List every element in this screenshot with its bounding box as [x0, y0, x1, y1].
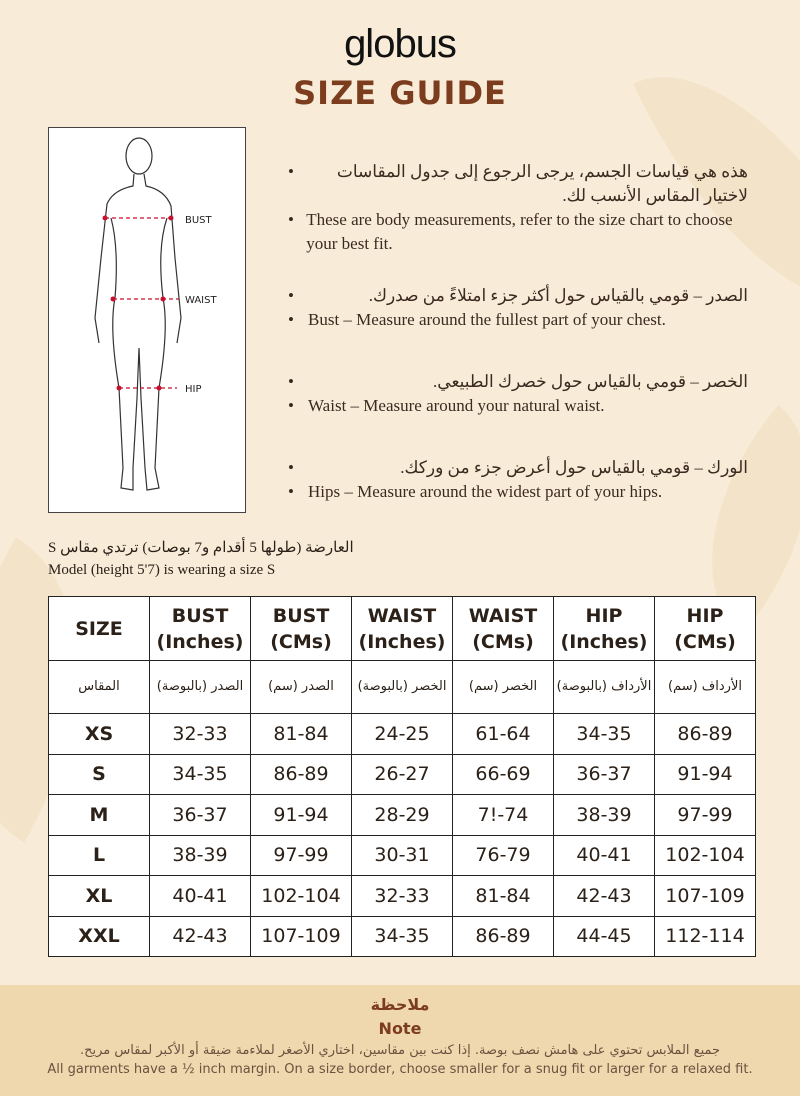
- measurement-cell: 102-104: [655, 835, 756, 876]
- instruction-en: These are body measurements, refer to the size chart to choose your best fit.: [306, 210, 733, 253]
- column-header-ar: الخصر (سم): [453, 661, 554, 714]
- measurement-cell: 34-35: [554, 714, 655, 755]
- bust-instruction-ar: الصدر – قومي بالقياس حول أكثر جزء امتلاءً من صدرك.: [368, 286, 748, 305]
- column-header-ar: الصدر (بالبوصة): [150, 661, 251, 714]
- column-header-ar: الأرداف (سم): [655, 661, 756, 714]
- size-chart-table: [48, 596, 756, 957]
- column-header-ar: المقاس: [49, 661, 150, 714]
- note-title-ar: ملاحظة: [370, 995, 430, 1014]
- bullet-icon: •: [288, 162, 294, 181]
- measurement-cell: 26-27: [352, 754, 453, 795]
- header-unit: (Inches): [560, 630, 648, 653]
- size-cell: XS: [49, 714, 150, 755]
- header-measure: BUST: [171, 604, 229, 627]
- measurement-cell: 7!-74: [453, 795, 554, 836]
- measurement-cell: 76-79: [453, 835, 554, 876]
- measurement-cell: 61-64: [453, 714, 554, 755]
- measurement-cell: 66-69: [453, 754, 554, 795]
- measurement-cell: 97-99: [655, 795, 756, 836]
- measurement-cell: 107-109: [251, 916, 352, 957]
- measurement-cell: 24-25: [352, 714, 453, 755]
- table-row: [49, 876, 756, 917]
- brand-logo: globus: [344, 22, 456, 66]
- header-unit: (CMs): [674, 630, 736, 653]
- waist-label: WAIST: [185, 295, 217, 306]
- size-cell: S: [49, 754, 150, 795]
- header-measure: WAIST: [367, 604, 437, 627]
- hip-label: HIP: [185, 384, 202, 395]
- header-unit: (Inches): [156, 630, 244, 653]
- column-header: [352, 597, 453, 661]
- body-figure: [48, 127, 246, 513]
- measurement-instructions: [288, 160, 748, 504]
- measurement-cell: 34-35: [150, 754, 251, 795]
- table-row: [49, 835, 756, 876]
- measurement-cell: 28-29: [352, 795, 453, 836]
- note-text-ar: جميع الملابس تحتوي على هامش نصف بوصة. إذا كنت بين مقاسين، اختاري الأصغر لملاءمة ضيقة أو الأكبر لمقاس مريح.: [79, 1043, 721, 1058]
- column-header: [150, 597, 251, 661]
- size-cell: M: [49, 795, 150, 836]
- waist-instruction-en: Waist – Measure around your natural waist.: [308, 396, 605, 415]
- measurement-cell: 81-84: [453, 876, 554, 917]
- measurement-cell: 38-39: [150, 835, 251, 876]
- measurement-cell: 112-114: [655, 916, 756, 957]
- header-row: [49, 597, 756, 661]
- measurement-cell: 86-89: [251, 754, 352, 795]
- waist-instruction-ar: الخصر – قومي بالقياس حول خصرك الطبيعي.: [433, 372, 748, 391]
- measurement-cell: 44-45: [554, 916, 655, 957]
- measurement-cell: 34-35: [352, 916, 453, 957]
- bullet-icon: •: [288, 310, 294, 329]
- measurement-cell: 97-99: [251, 835, 352, 876]
- header-measure: WAIST: [468, 604, 538, 627]
- table-row: [49, 754, 756, 795]
- model-info-en: Model (height 5'7) is wearing a size S: [48, 562, 276, 578]
- note-text-en: All garments have a ½ inch margin. On a size border, choose smaller for a snug fit or larger for a relaxed fit.: [47, 1062, 753, 1077]
- measurement-cell: 42-43: [150, 916, 251, 957]
- header-unit: (CMs): [270, 630, 332, 653]
- hip-instruction-ar: الورك – قومي بالقياس حول أعرض جزء من وركك.: [400, 458, 748, 477]
- measurement-cell: 91-94: [251, 795, 352, 836]
- header-measure: SIZE: [75, 617, 123, 640]
- column-header-ar: الأرداف (بالبوصة): [554, 661, 655, 714]
- header-unit: (Inches): [358, 630, 446, 653]
- column-header-ar: الصدر (سم): [251, 661, 352, 714]
- header-unit: (CMs): [472, 630, 534, 653]
- measurement-cell: 38-39: [554, 795, 655, 836]
- arabic-header-row: [49, 661, 756, 714]
- table-row: [49, 916, 756, 957]
- measurement-cell: 91-94: [655, 754, 756, 795]
- measurement-cell: 36-37: [150, 795, 251, 836]
- column-header-ar: الخصر (بالبوصة): [352, 661, 453, 714]
- measurement-cell: 32-33: [352, 876, 453, 917]
- bullet-icon: •: [288, 458, 294, 477]
- hip-instruction-en: Hips – Measure around the widest part of your hips.: [308, 482, 663, 501]
- measurement-cell: 86-89: [655, 714, 756, 755]
- measurement-cell: 102-104: [251, 876, 352, 917]
- body-outline-illustration: [49, 128, 247, 514]
- column-header: [655, 597, 756, 661]
- size-cell: XXL: [49, 916, 150, 957]
- bullet-icon: •: [288, 210, 294, 229]
- table-row: [49, 714, 756, 755]
- bullet-icon: •: [288, 482, 294, 501]
- column-header: [251, 597, 352, 661]
- column-header: [554, 597, 655, 661]
- page-title: SIZE GUIDE: [293, 74, 507, 112]
- column-header: [453, 597, 554, 661]
- measurement-cell: 36-37: [554, 754, 655, 795]
- note-title: Note: [378, 1019, 422, 1038]
- column-header: [49, 597, 150, 661]
- header-measure: HIP: [585, 604, 623, 627]
- bullet-icon: •: [288, 372, 294, 391]
- measurement-cell: 32-33: [150, 714, 251, 755]
- model-info: [48, 537, 354, 581]
- bust-label: BUST: [185, 215, 212, 226]
- size-cell: XL: [49, 876, 150, 917]
- bullet-icon: •: [288, 396, 294, 415]
- size-cell: L: [49, 835, 150, 876]
- bullet-icon: •: [288, 286, 294, 305]
- header-measure: BUST: [272, 604, 330, 627]
- instruction-ar: هذه هي قياسات الجسم، يرجى الرجوع إلى جدول المقاسات لاختيار المقاس الأنسب لك.: [336, 162, 748, 205]
- measurement-cell: 42-43: [554, 876, 655, 917]
- measurement-cell: 81-84: [251, 714, 352, 755]
- header-measure: HIP: [686, 604, 724, 627]
- measurement-cell: 30-31: [352, 835, 453, 876]
- note-section: [0, 985, 800, 1096]
- bust-instruction-en: Bust – Measure around the fullest part of your chest.: [308, 310, 666, 329]
- model-info-ar: العارضة (طولها 5 أقدام و7 بوصات) ترتدي مقاس S: [48, 540, 354, 556]
- measurement-cell: 107-109: [655, 876, 756, 917]
- table-row: [49, 795, 756, 836]
- measurement-cell: 40-41: [554, 835, 655, 876]
- measurement-cell: 86-89: [453, 916, 554, 957]
- measurement-cell: 40-41: [150, 876, 251, 917]
